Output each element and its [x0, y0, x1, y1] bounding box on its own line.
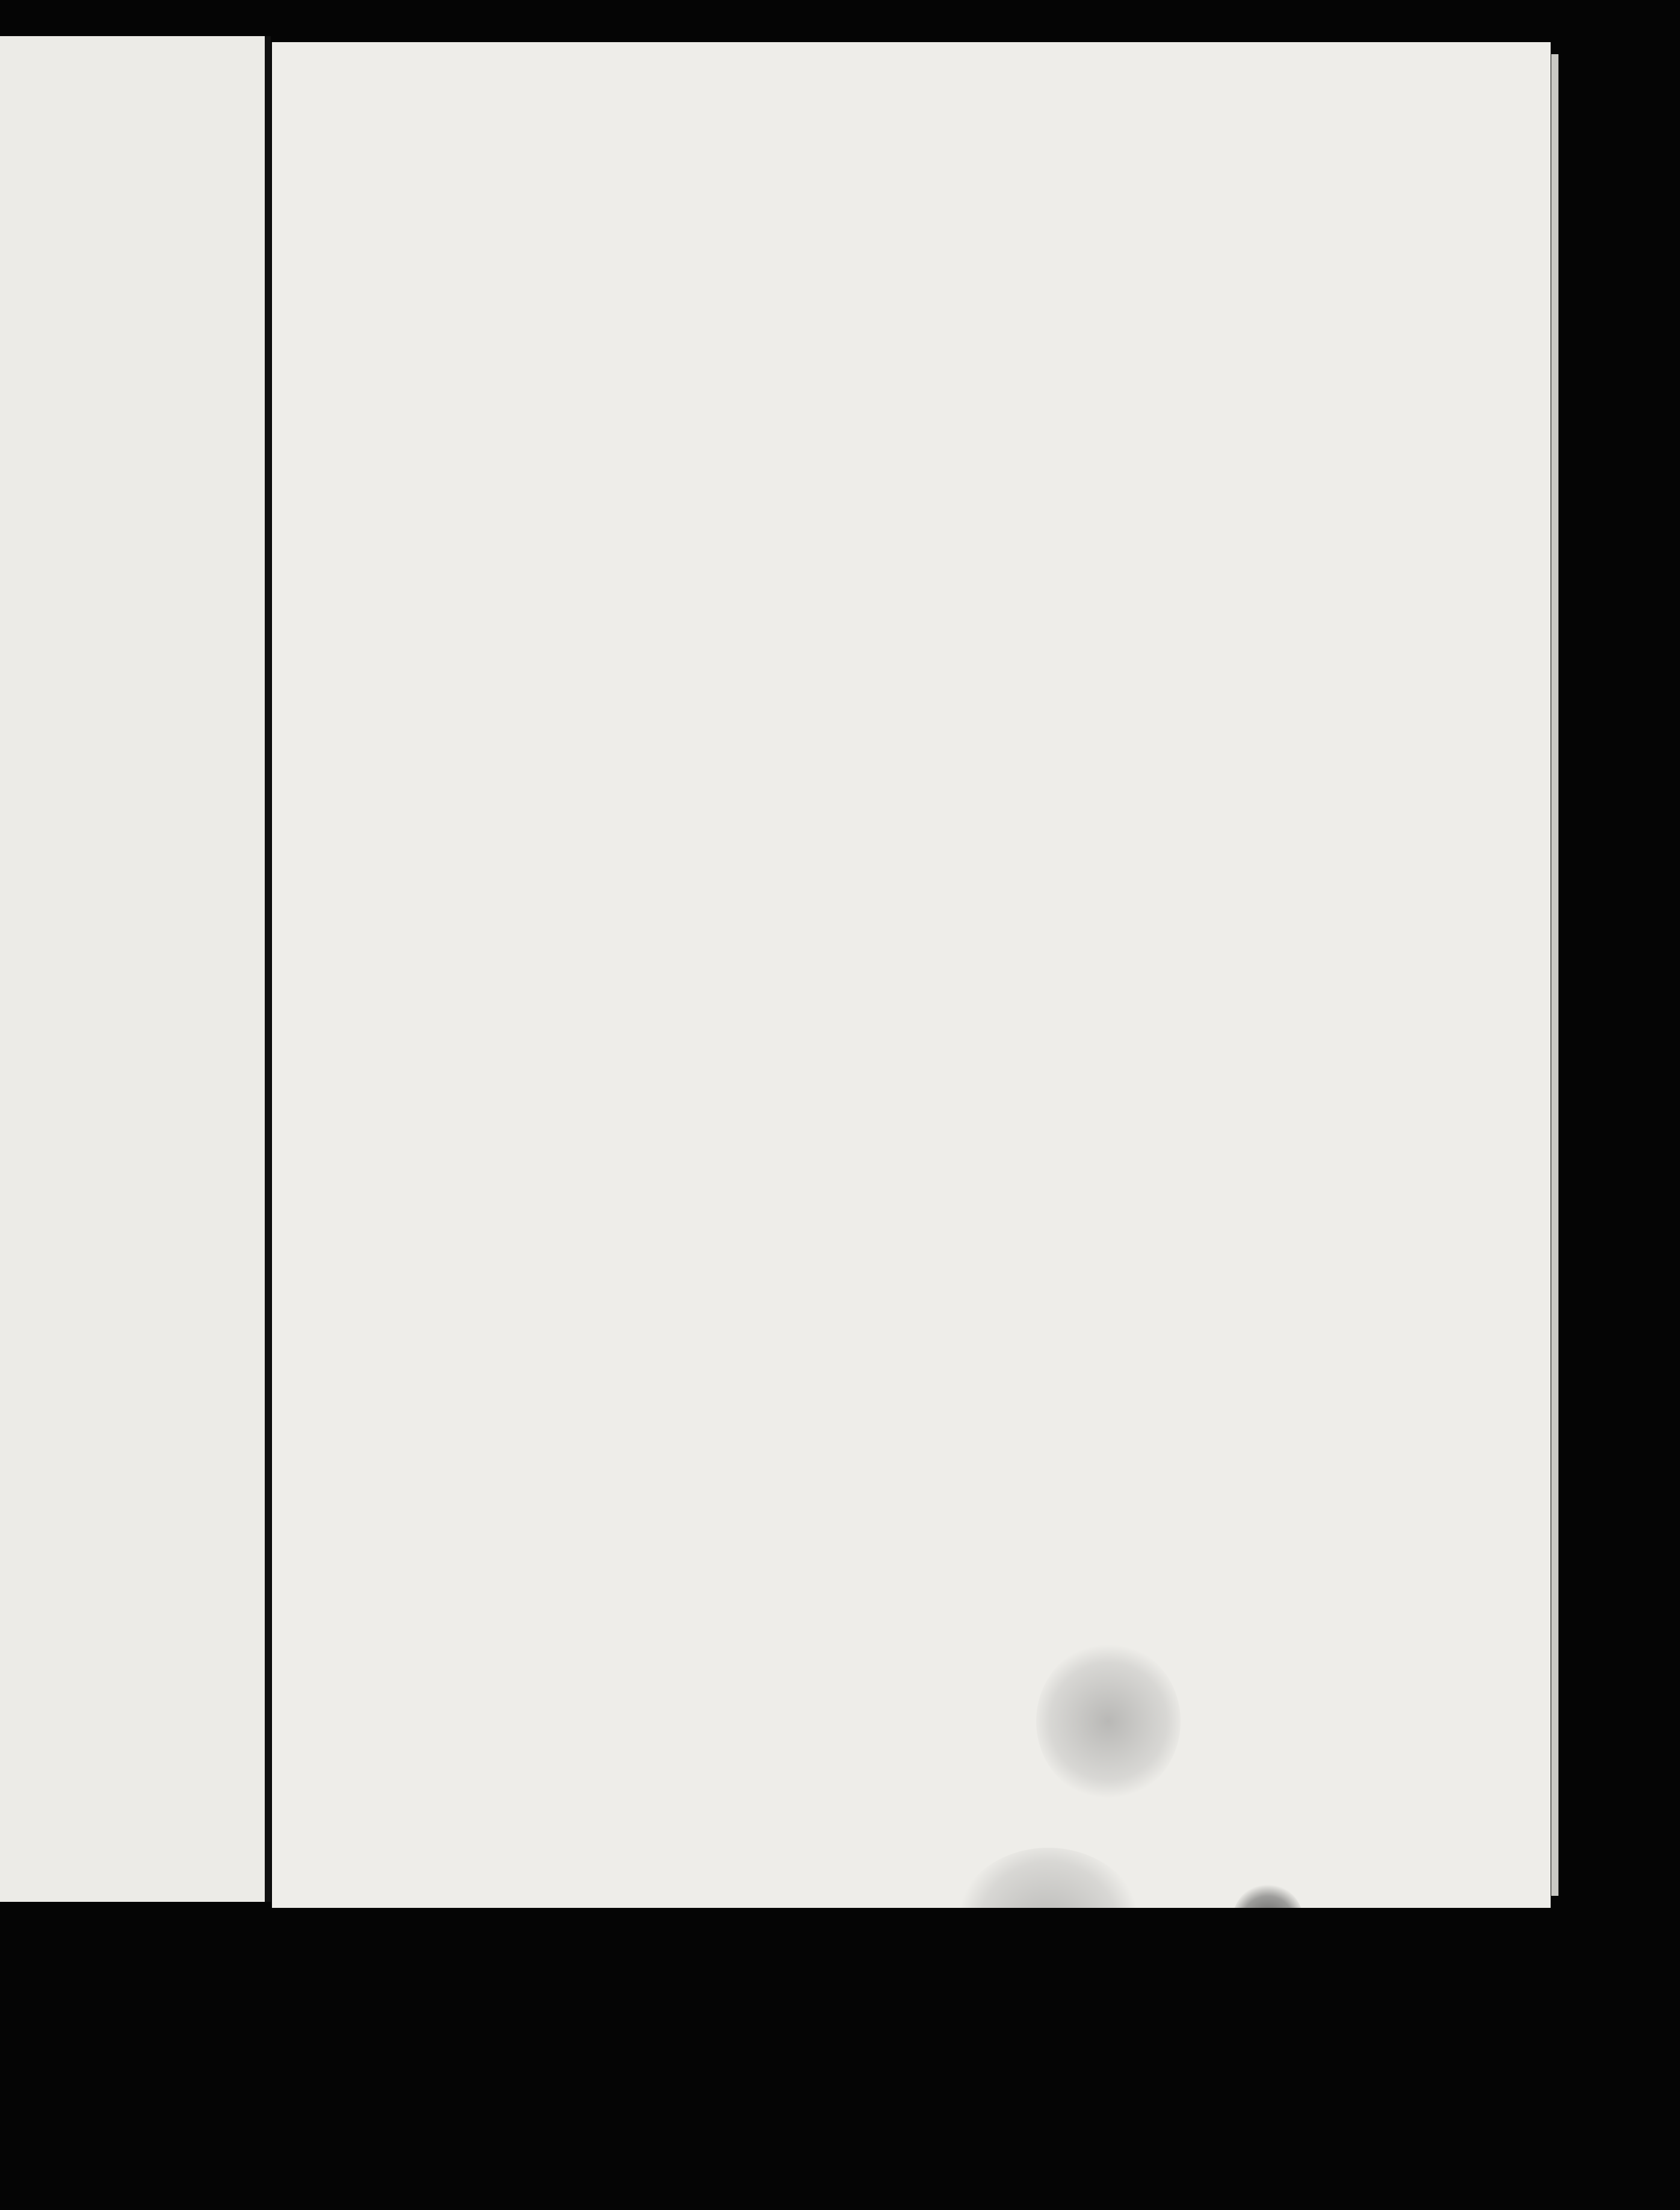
left-page-fragment — [0, 36, 265, 1902]
ink-blot — [1232, 1884, 1304, 1908]
water-stain — [952, 1848, 1144, 1908]
main-page — [272, 42, 1551, 1908]
page-gutter — [265, 36, 271, 1902]
page-edge — [1551, 54, 1558, 1896]
water-stain — [1036, 1643, 1181, 1800]
running-head — [489, 314, 1487, 362]
